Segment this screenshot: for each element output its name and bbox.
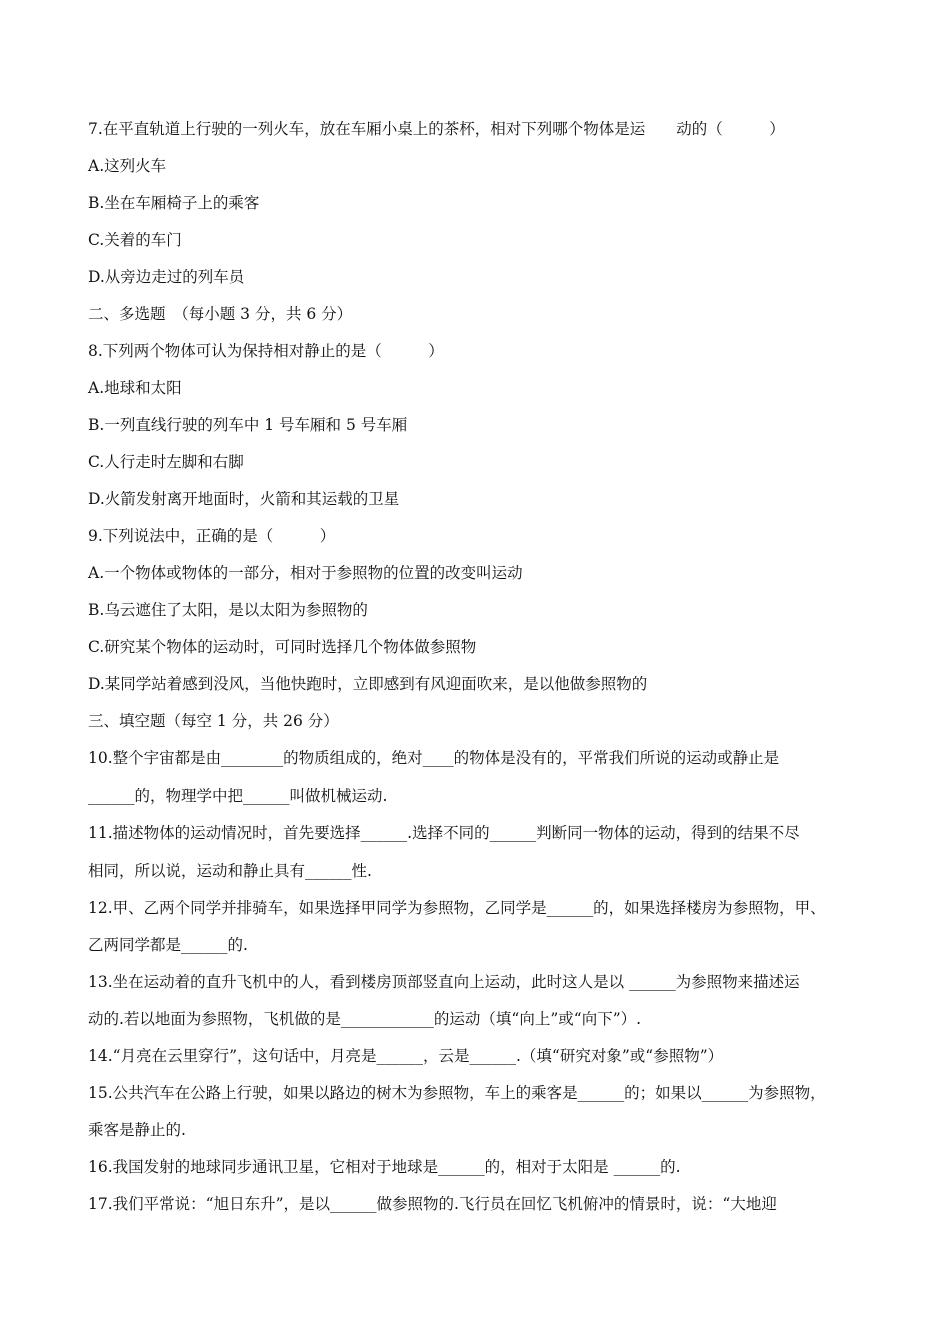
- q8-option-a: A.地球和太阳: [88, 379, 182, 397]
- q8-option-c: C.人行走时左脚和右脚: [88, 453, 244, 471]
- q7-option-c: C.关着的车门: [88, 231, 182, 249]
- q9-option-b: B.乌云遮住了太阳，是以太阳为参照物的: [88, 601, 368, 619]
- q9-option-c: C.研究某个物体的运动时，可同时选择几个物体做参照物: [88, 638, 477, 656]
- q7-option-b: B.坐在车厢椅子上的乘客: [88, 194, 260, 212]
- q9-option-d: D.某同学站着感到没风，当他快跑时，立即感到有风迎面吹来，是以他做参照物的: [88, 675, 648, 693]
- q14-line: 14.“月亮在云里穿行”，这句话中，月亮是______，云是______.（填“研究对象”或“参照物”）: [88, 1047, 724, 1065]
- q10-line-2: ______的，物理学中把______叫做机械运动.: [88, 787, 388, 805]
- q11-line-2: 相同，所以说，运动和静止具有______性.: [88, 862, 372, 880]
- q13-line-2: 动的.若以地面为参照物，飞机做的是____________的运动（填“向上”或“向下”）.: [88, 1010, 642, 1028]
- q11-line-1: 11.描述物体的运动情况时，首先要选择______.选择不同的______判断同一物体的运动，得到的结果不尽: [88, 824, 800, 842]
- section-fill-blank-heading: 三、填空题（每空 1 分，共 26 分）: [88, 712, 339, 730]
- q13-line-1: 13.坐在运动着的直升飞机中的人，看到楼房顶部竖直向上运动，此时这人是以 ______为参照物来描述运: [88, 973, 800, 991]
- q17-line-1: 17.我们平常说：“旭日东升”，是以______做参照物的.飞行员在回忆飞机俯冲的情景时，说：“大地迎: [88, 1195, 777, 1213]
- q7-stem: 7.在平直轨道上行驶的一列火车，放在车厢小桌上的茶杯，相对下列哪个物体是运 动的（ ）: [88, 120, 785, 138]
- q16-line: 16.我国发射的地球同步通讯卫星，它相对于地球是______的，相对于太阳是 ______的.: [88, 1158, 681, 1176]
- q7-option-d: D.从旁边走过的列车员: [88, 268, 245, 286]
- q12-line-2: 乙两同学都是______的.: [88, 936, 248, 954]
- q12-line-1: 12.甲、乙两个同学并排骑车，如果选择甲同学为参照物，乙同学是______的，如果选择楼房为参照物，甲、: [88, 899, 826, 917]
- q8-option-b: B.一列直线行驶的列车中 1 号车厢和 5 号车厢: [88, 416, 408, 434]
- q15-line-1: 15.公共汽车在公路上行驶，如果以路边的树木为参照物，车上的乘客是______的；如果以______为参照物，: [88, 1084, 826, 1102]
- q8-option-d: D.火箭发射离开地面时，火箭和其运载的卫星: [88, 490, 400, 508]
- q15-line-2: 乘客是静止的.: [88, 1121, 186, 1139]
- section-multi-choice-heading: 二、多选题 （每小题 3 分，共 6 分）: [88, 305, 353, 323]
- q9-stem: 9.下列说法中，正确的是（ ）: [88, 527, 336, 545]
- q10-line-1: 10.整个宇宙都是由________的物质组成的，绝对____的物体是没有的，平常我们所说的运动或静止是: [88, 749, 780, 767]
- q8-stem: 8.下列两个物体可认为保持相对静止的是（ ）: [88, 342, 444, 360]
- q9-option-a: A.一个物体或物体的一部分，相对于参照物的位置的改变叫运动: [88, 564, 523, 582]
- q7-option-a: A.这列火车: [88, 157, 167, 175]
